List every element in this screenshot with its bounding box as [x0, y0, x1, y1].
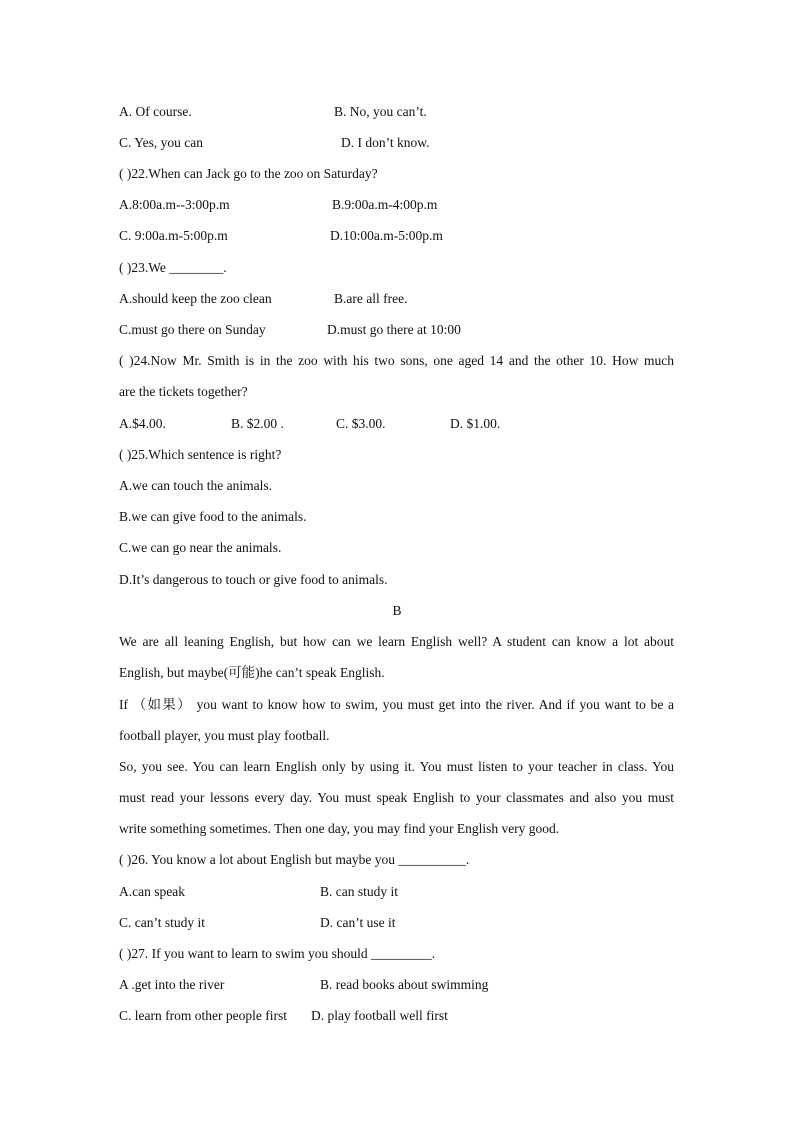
q24-option-b: B. $2.00 . [231, 416, 284, 431]
q27-option-a: A .get into the river [119, 977, 225, 992]
q24-option-c: C. $3.00. [336, 416, 386, 431]
q21-option-d: D. I don’t know. [341, 135, 430, 150]
q22-option-d: D.10:00a.m-5:00p.m [330, 228, 443, 243]
passage-b-p3-line-1: So, you see. You can learn English only by using it. You must listen to your teacher in class. You [119, 759, 674, 774]
q26-option-a: A.can speak [119, 884, 185, 899]
q25-option-a: A.we can touch the animals. [119, 478, 272, 493]
q22-option-b: B.9:00a.m-4:00p.m [332, 197, 438, 212]
q26-option-c: C. can’t study it [119, 915, 205, 930]
q23-option-b: B.are all free. [334, 291, 408, 306]
passage-b-p1-line-2: English, but maybe(可能)he can’t speak English. [119, 665, 385, 680]
q22-option-a: A.8:00a.m--3:00p.m [119, 197, 230, 212]
passage-b-p1-line-1: We are all leaning English, but how can we learn English well? A student can know a lot about [119, 634, 674, 649]
q23-stem: ( )23.We ________. [119, 260, 227, 275]
q21-option-c: C. Yes, you can [119, 135, 204, 150]
q26-option-d: D. can’t use it [320, 915, 396, 930]
q22-option-c: C. 9:00a.m-5:00p.m [119, 228, 228, 243]
q25-option-b: B.we can give food to the animals. [119, 509, 307, 524]
q25-option-c: C.we can go near the animals. [119, 540, 282, 555]
section-b-heading: B [392, 603, 402, 618]
passage-b-p3-line-2: must read your lessons every day. You must speak English to your classmates and also you must [119, 790, 674, 805]
q24-option-a: A.$4.00. [119, 416, 166, 431]
q21-option-b: B. No, you can’t. [334, 104, 427, 119]
q25-stem: ( )25.Which sentence is right? [119, 447, 282, 462]
q26-stem: ( )26. You know a lot about English but maybe you __________. [119, 852, 470, 867]
q24-stem-line-1: ( )24.Now Mr. Smith is in the zoo with his two sons, one aged 14 and the other 10. How much [119, 353, 674, 368]
q23-option-d: D.must go there at 10:00 [327, 322, 461, 337]
q22-stem: ( )22.When can Jack go to the zoo on Saturday? [119, 166, 378, 181]
q25-option-d: D.It’s dangerous to touch or give food to animals. [119, 572, 388, 587]
q23-option-a: A.should keep the zoo clean [119, 291, 272, 306]
q27-option-b: B. read books about swimming [320, 977, 489, 992]
q27-option-d: D. play football well first [311, 1008, 448, 1023]
q21-option-a: A. Of course. [119, 104, 192, 119]
q27-option-c: C. learn from other people first [119, 1008, 287, 1023]
q26-option-b: B. can study it [320, 884, 398, 899]
q27-stem: ( )27. If you want to learn to swim you should _________. [119, 946, 436, 961]
q24-stem-line-2: are the tickets together? [119, 384, 248, 399]
passage-b-p3-line-3: write something sometimes. Then one day, you may find your English very good. [119, 821, 560, 836]
passage-b-p2-line-1: If （如果） you want to know how to swim, you must get into the river. And if you want to be a [119, 697, 674, 712]
q24-option-d: D. $1.00. [450, 416, 501, 431]
passage-b-p2-line-2: football player, you must play football. [119, 728, 330, 743]
q23-option-c: C.must go there on Sunday [119, 322, 266, 337]
